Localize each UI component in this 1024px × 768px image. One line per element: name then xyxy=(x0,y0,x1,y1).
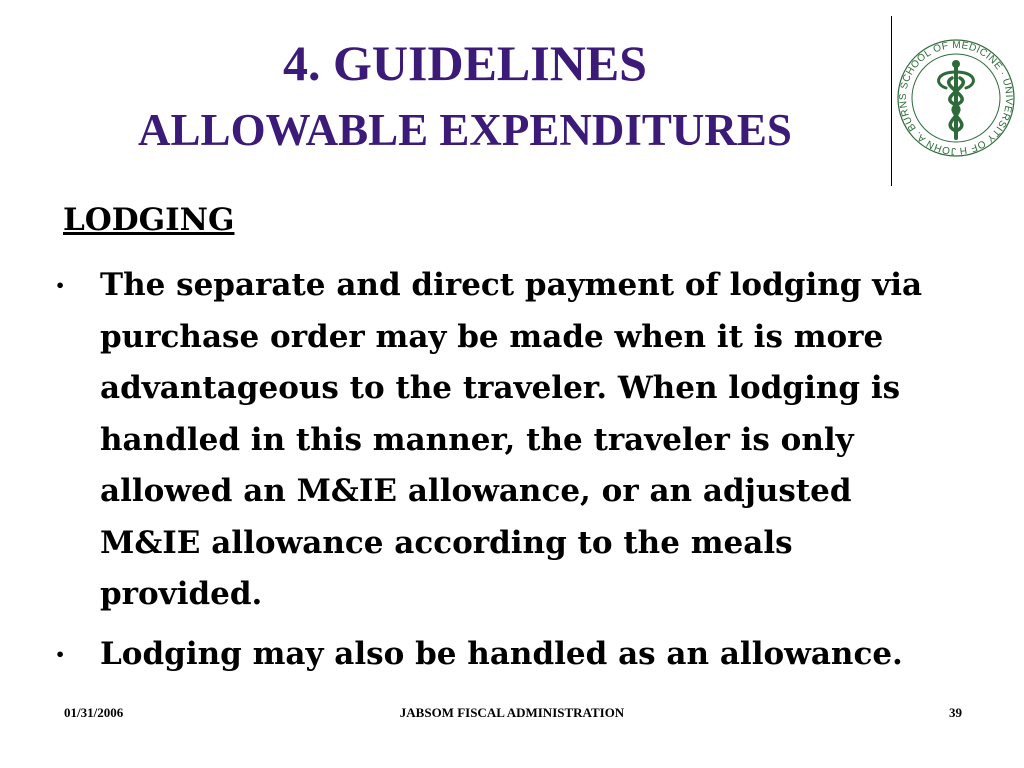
bullet-list xyxy=(55,260,960,688)
page-number: 39 xyxy=(949,705,962,720)
bullet-icon: • xyxy=(55,644,66,664)
bullet-item xyxy=(55,629,960,681)
slide-title: 4. GUIDELINES xyxy=(283,35,647,91)
bullet-text: Lodging may also be handled as an allowance. xyxy=(100,635,903,672)
footer-date: 01/31/2006 xyxy=(64,705,124,720)
section-heading: LODGING xyxy=(63,202,235,238)
slide-subtitle: ALLOWABLE EXPENDITURES xyxy=(138,105,792,155)
svg-text:JOHN A. BURNS SCHOOL OF MEDICI: JOHN A. BURNS SCHOOL OF MEDICINE · UNIVERSITY OF H xyxy=(897,39,1015,157)
bullet-icon: • xyxy=(55,276,66,295)
school-seal-logo xyxy=(896,14,1016,194)
header-divider xyxy=(891,16,892,186)
footer-title: JABSOM FISCAL ADMINISTRATION xyxy=(399,705,625,720)
caduceus-icon xyxy=(939,60,974,138)
bullet-item xyxy=(55,260,960,621)
bullet-text: The separate and direct payment of lodging via purchase order may be made when it is more advantageous to the traveler. When lodging is handled in this manner, the traveler is only allowed an M&IE allowance, or an adjusted M&IE allowance according to the meals provided. xyxy=(100,267,923,612)
